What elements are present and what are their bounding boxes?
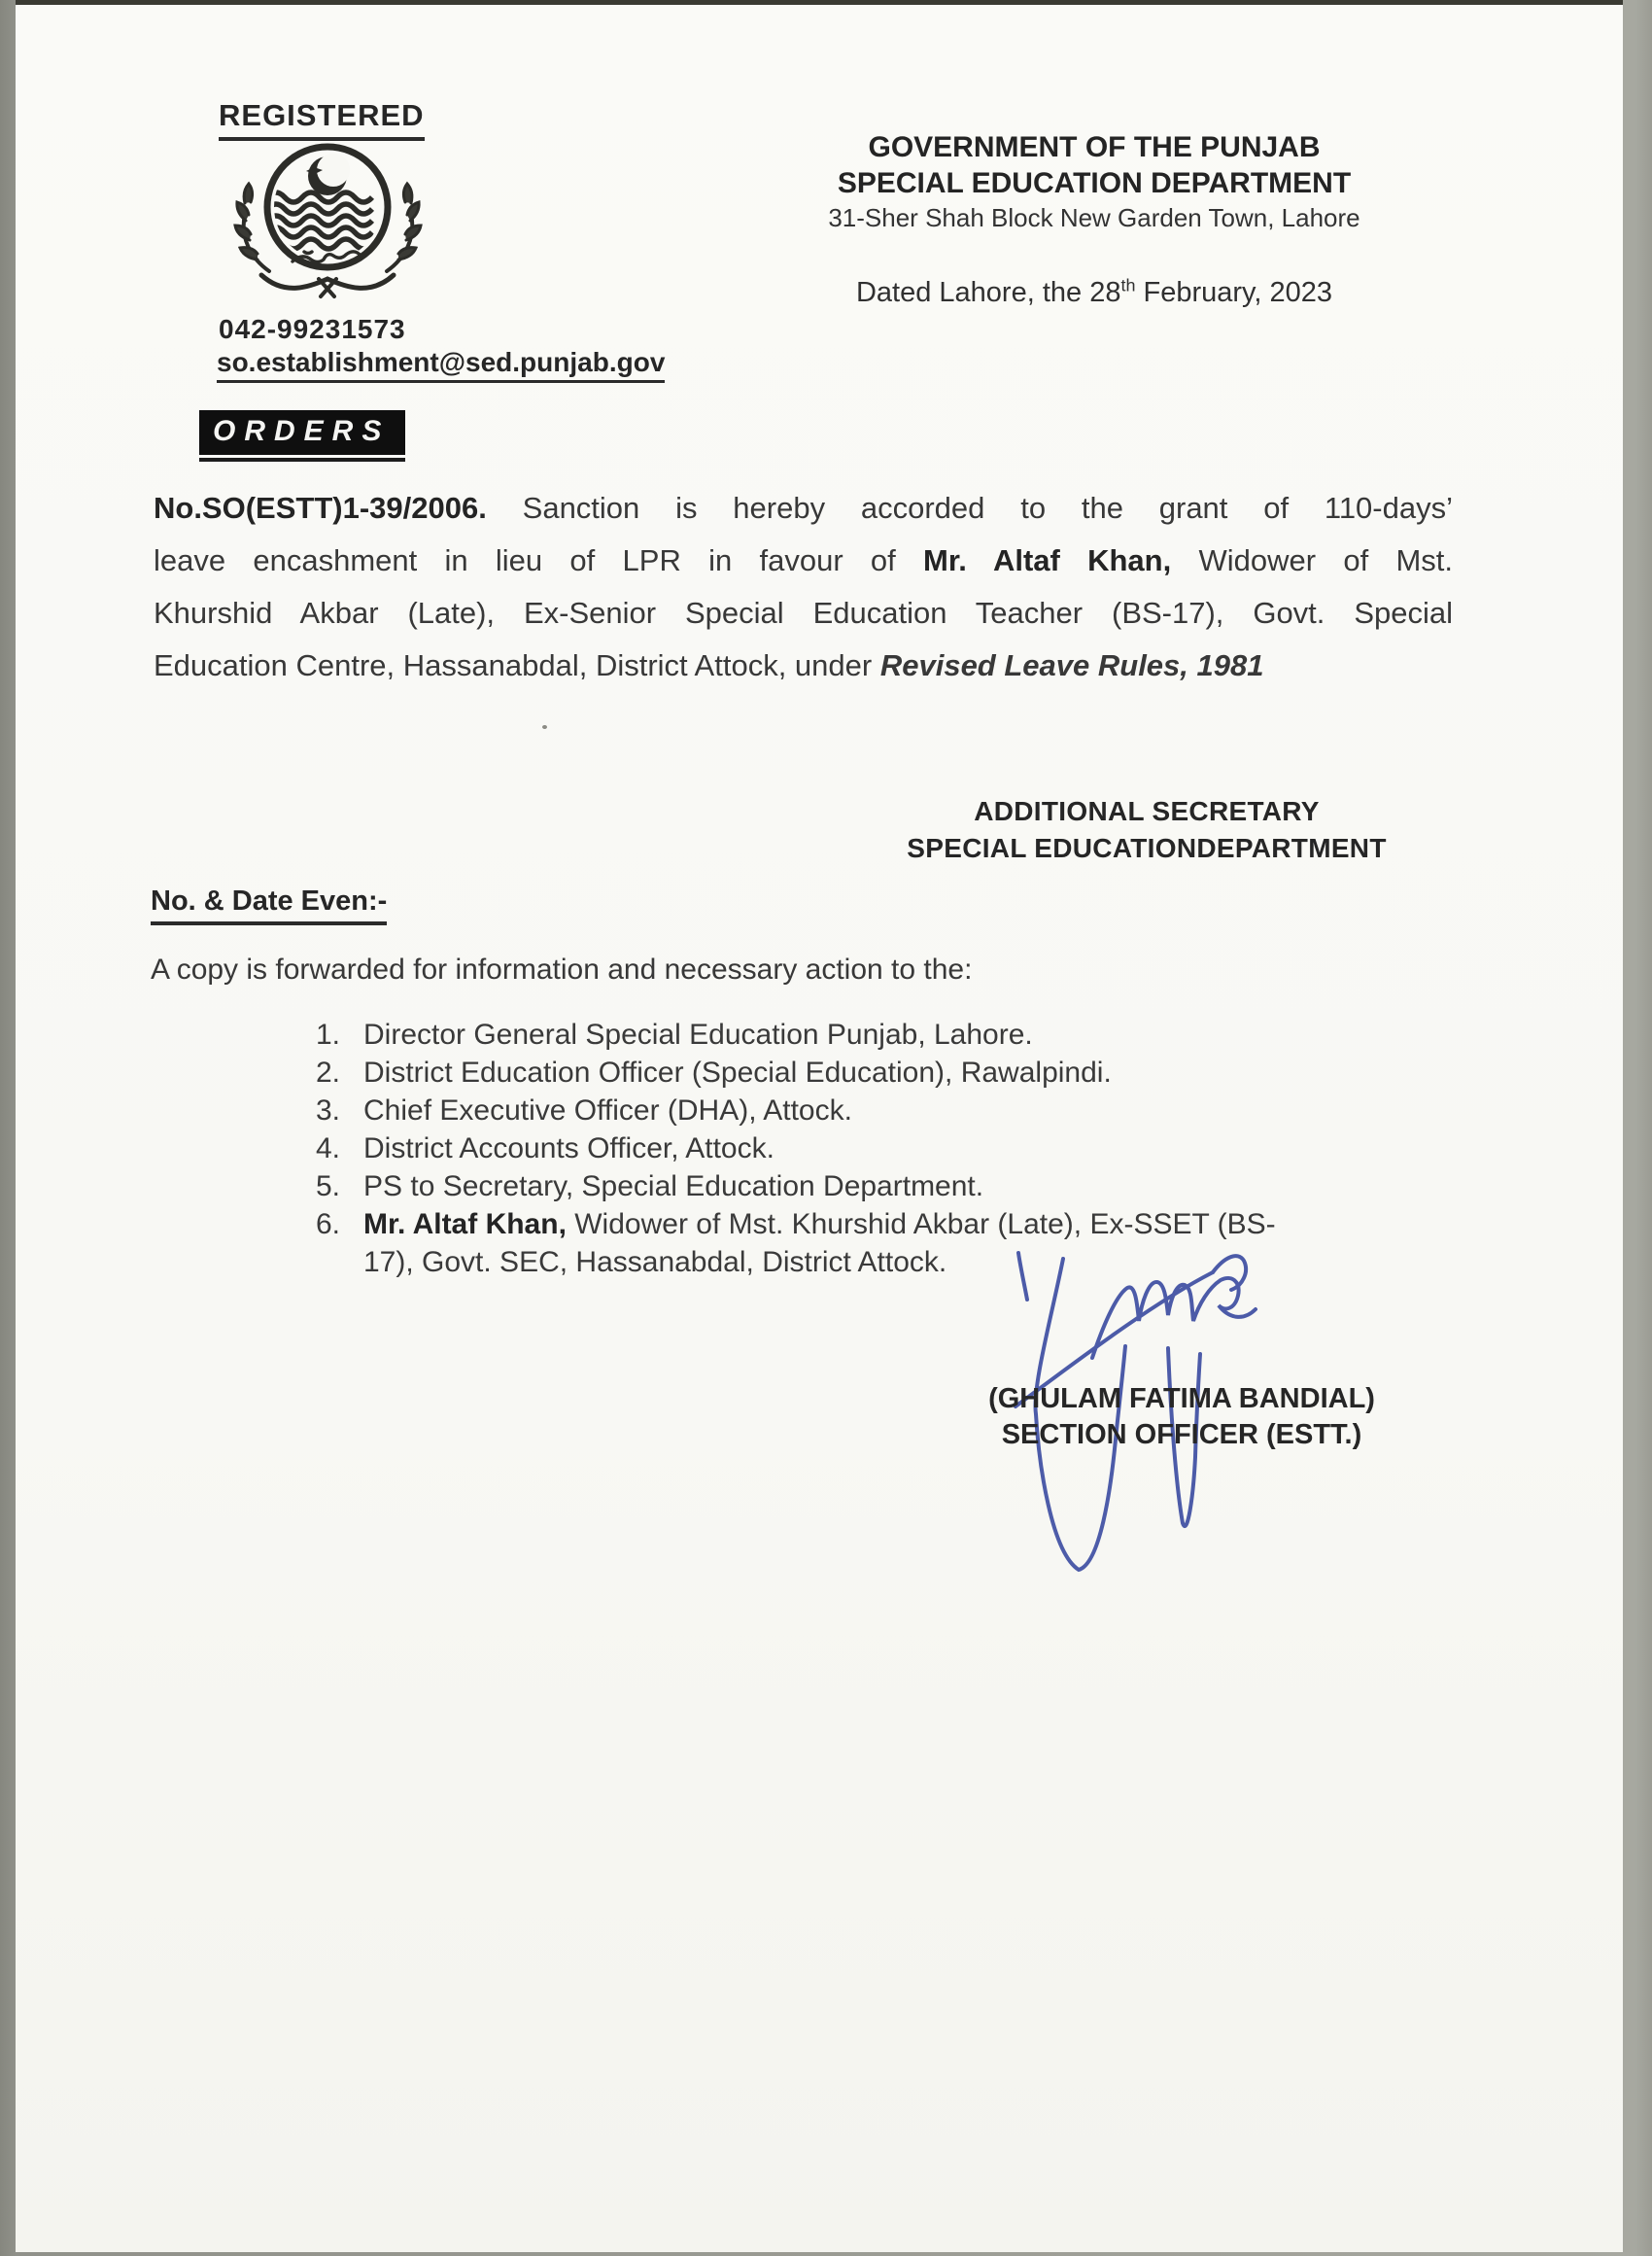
orders-label: ORDERS xyxy=(199,410,405,455)
signatory-section-officer xyxy=(866,1381,1497,1453)
date-line: Dated Lahore, the 28th February, 2023 xyxy=(855,275,1333,308)
text-segment: Chief Executive Officer (DHA), Attock. xyxy=(363,1094,852,1127)
order-paragraph-line xyxy=(154,587,1453,640)
scan-noise-dot xyxy=(542,725,547,729)
list-item-number: 4. xyxy=(316,1132,341,1164)
order-paragraph-line xyxy=(154,640,1453,692)
list-item-number: 5. xyxy=(316,1170,341,1202)
text-segment: Widower of Mst. xyxy=(1171,543,1453,577)
text-segment: Mr. Altaf Khan, xyxy=(363,1208,567,1240)
list-item xyxy=(316,1129,1463,1167)
list-item xyxy=(316,1054,1463,1092)
text-segment: leave encashment in lieu of LPR in favour of xyxy=(154,543,924,577)
text-segment: District Accounts Officer, Attock. xyxy=(363,1132,774,1164)
department-address: 31-Sher Shah Block New Garden Town, Lahore xyxy=(828,203,1360,232)
text-segment: 17), Govt. SEC, Hassanabdal, District Attock. xyxy=(363,1246,947,1278)
list-item xyxy=(316,1167,1463,1205)
letterhead xyxy=(754,129,1434,309)
list-item-number: 6. xyxy=(316,1208,341,1240)
signatory-title: ADDITIONAL SECRETARY xyxy=(974,796,1320,826)
list-item xyxy=(316,1016,1463,1054)
list-item-number: 1. xyxy=(316,1019,341,1051)
text-segment: Khurshid Akbar (Late), Ex-Senior Special Education Teacher (BS-17), Govt. Special xyxy=(154,596,1453,630)
text-segment: Revised Leave Rules, 1981 xyxy=(879,648,1264,682)
text-segment: Widower of Mst. Khurshid Akbar (Late), Ex-SSET (BS- xyxy=(566,1208,1276,1240)
text-segment: Director General Special Education Punjab, Lahore. xyxy=(363,1019,1033,1051)
signature-stroke xyxy=(1018,1253,1027,1300)
signatory-designation: SECTION OFFICER (ESTT.) xyxy=(1001,1419,1362,1450)
copy-forwarded-line: A copy is forwarded for information and necessary action to the: xyxy=(151,954,973,986)
list-item-text xyxy=(363,1092,1463,1129)
email-address: so.establishment@sed.punjab.gov xyxy=(217,347,665,383)
order-paragraph-line xyxy=(154,482,1453,535)
order-paragraph xyxy=(154,482,1453,692)
registered-label: REGISTERED xyxy=(219,98,425,141)
no-and-date-label: No. & Date Even:- xyxy=(151,885,387,925)
department-title: SPECIAL EDUCATION DEPARTMENT xyxy=(837,167,1352,199)
list-item-text xyxy=(363,1054,1463,1092)
signature-stroke xyxy=(1213,1256,1246,1290)
date-ordinal-superscript: th xyxy=(1120,275,1136,295)
text-segment: Education Centre, Hassanabdal, District Attock, under xyxy=(154,648,880,682)
government-title: GOVERNMENT OF THE PUNJAB xyxy=(868,131,1321,163)
list-item-number: 2. xyxy=(316,1057,341,1089)
order-paragraph-line xyxy=(154,535,1453,587)
document-page xyxy=(16,0,1623,2252)
orders-heading xyxy=(199,410,405,462)
list-item-text xyxy=(363,1167,1463,1205)
text-segment: Sanction is hereby accorded to the grant of 110-days’ xyxy=(486,491,1453,525)
list-item-number: 3. xyxy=(316,1094,341,1127)
text-segment: No.SO(ESTT)1-39/2006. xyxy=(154,491,487,525)
text-segment: District Education Officer (Special Education), Rawalpindi. xyxy=(363,1057,1112,1089)
text-segment: PS to Secretary, Special Education Department. xyxy=(363,1170,984,1202)
list-item xyxy=(316,1092,1463,1129)
signatory-name: (GHULAM FATIMA BANDIAL) xyxy=(988,1383,1375,1414)
list-item-text xyxy=(363,1129,1463,1167)
signatory-additional-secretary xyxy=(807,793,1487,867)
list-item-text xyxy=(363,1016,1463,1054)
text-segment: Mr. Altaf Khan, xyxy=(923,543,1172,577)
phone-number: 042-99231573 xyxy=(219,314,406,344)
signatory-department: SPECIAL EDUCATIONDEPARTMENT xyxy=(907,833,1387,863)
punjab-government-emblem-icon xyxy=(228,143,428,304)
